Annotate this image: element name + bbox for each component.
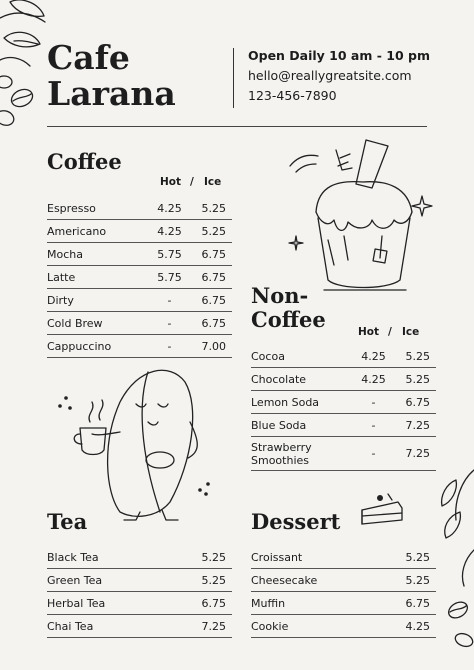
cafe-name bbox=[47, 40, 176, 112]
item-hot-price: 5.75 bbox=[157, 247, 182, 261]
non-coffee-title-line1: Non- bbox=[251, 283, 309, 308]
item-ice-price: 5.25 bbox=[201, 224, 226, 238]
item-name: Cappuccino bbox=[47, 339, 112, 353]
item-hot-price: 4.25 bbox=[361, 372, 386, 386]
menu-row bbox=[251, 368, 436, 391]
cake-slice-icon bbox=[358, 490, 408, 530]
item-hot-price: - bbox=[167, 316, 172, 330]
header-divider bbox=[233, 48, 234, 108]
item-ice-price: 5.25 bbox=[405, 349, 430, 363]
item-name: Mocha bbox=[47, 247, 83, 261]
item-hot-price: - bbox=[371, 418, 376, 432]
menu-row bbox=[47, 243, 232, 266]
menu-row bbox=[251, 391, 436, 414]
tea-title: Tea bbox=[47, 509, 88, 534]
item-price: 5.25 bbox=[405, 550, 430, 564]
non-coffee-ice-header: Ice bbox=[402, 326, 420, 338]
item-name-line2: Smoothies bbox=[251, 453, 309, 467]
coffee-hot-header: Hot bbox=[160, 176, 182, 188]
item-ice-price: 5.25 bbox=[405, 372, 430, 386]
menu-row bbox=[251, 414, 436, 437]
coffee-ice-header: Ice bbox=[204, 176, 222, 188]
item-name: Cheesecake bbox=[251, 573, 318, 587]
non-coffee-hot-header: Hot bbox=[358, 326, 380, 338]
item-hot-price: - bbox=[371, 447, 376, 460]
menu-row bbox=[47, 220, 232, 243]
item-name: Black Tea bbox=[47, 550, 99, 564]
item-name: Espresso bbox=[47, 201, 96, 215]
dessert-menu bbox=[251, 546, 436, 638]
non-coffee-menu bbox=[251, 345, 436, 471]
item-name: Cold Brew bbox=[47, 316, 103, 330]
item-name: Chocolate bbox=[251, 372, 307, 386]
menu-row bbox=[47, 615, 232, 638]
item-hot-price: - bbox=[167, 293, 172, 307]
item-name: Green Tea bbox=[47, 573, 103, 587]
item-hot-price: 5.75 bbox=[157, 270, 182, 284]
coffee-menu bbox=[47, 197, 232, 358]
tea-menu bbox=[47, 546, 232, 638]
menu-row bbox=[251, 345, 436, 368]
menu-row bbox=[251, 592, 436, 615]
coffee-beans-leaves-icon bbox=[434, 460, 474, 660]
non-coffee-title bbox=[251, 284, 326, 332]
phone-number[interactable]: 123-456-7890 bbox=[248, 88, 337, 103]
item-ice-price: 5.25 bbox=[201, 201, 226, 215]
item-ice-price: 6.75 bbox=[201, 247, 226, 261]
item-hot-price: 4.25 bbox=[361, 349, 386, 363]
menu-row bbox=[47, 546, 232, 569]
opening-hours: Open Daily 10 am - 10 pm bbox=[248, 48, 431, 63]
item-price: 5.25 bbox=[201, 550, 226, 564]
item-hot-price: - bbox=[167, 339, 172, 353]
item-name: Croissant bbox=[251, 550, 303, 564]
cafe-name-line1: Cafe bbox=[47, 38, 130, 77]
item-ice-price: 7.25 bbox=[405, 418, 430, 432]
item-price: 7.25 bbox=[201, 619, 226, 633]
item-price: 6.75 bbox=[405, 596, 430, 610]
item-ice-price: 7.25 bbox=[405, 447, 430, 460]
item-name: Muffin bbox=[251, 596, 286, 610]
menu-row bbox=[251, 437, 436, 471]
menu-row bbox=[47, 569, 232, 592]
menu-row bbox=[251, 546, 436, 569]
item-name: Blue Soda bbox=[251, 418, 307, 432]
menu-row bbox=[47, 289, 232, 312]
menu-row bbox=[47, 266, 232, 289]
header-rule bbox=[47, 126, 427, 127]
item-ice-price: 7.00 bbox=[201, 339, 226, 353]
item-hot-price: 4.25 bbox=[157, 224, 182, 238]
item-price: 4.25 bbox=[405, 619, 430, 633]
cafe-name-line2: Larana bbox=[47, 74, 176, 113]
item-name: Herbal Tea bbox=[47, 596, 106, 610]
item-ice-price: 6.75 bbox=[405, 395, 430, 409]
item-price: 6.75 bbox=[201, 596, 226, 610]
coffee-bean-character-icon bbox=[50, 362, 220, 522]
item-ice-price: 6.75 bbox=[201, 270, 226, 284]
menu-row bbox=[47, 197, 232, 220]
item-hot-price: - bbox=[371, 395, 376, 409]
item-ice-price: 6.75 bbox=[201, 316, 226, 330]
iced-drink-icon bbox=[278, 140, 448, 300]
non-coffee-title-line2: Coffee bbox=[251, 307, 326, 332]
coffee-sep: / bbox=[190, 176, 194, 188]
item-price: 5.25 bbox=[405, 573, 430, 587]
dessert-title: Dessert bbox=[251, 509, 341, 534]
item-name: Latte bbox=[47, 270, 76, 284]
item-name: Dirty bbox=[47, 293, 74, 307]
menu-row bbox=[47, 335, 232, 358]
item-name: Cookie bbox=[251, 619, 289, 633]
item-name: Americano bbox=[47, 224, 107, 238]
non-coffee-sep: / bbox=[388, 326, 392, 338]
menu-row bbox=[47, 312, 232, 335]
item-name: Cocoa bbox=[251, 349, 285, 363]
menu-row bbox=[47, 592, 232, 615]
item-name: Chai Tea bbox=[47, 619, 94, 633]
coffee-title: Coffee bbox=[47, 149, 122, 174]
item-price: 5.25 bbox=[201, 573, 226, 587]
email-link[interactable]: hello@reallygreatsite.com bbox=[248, 68, 412, 83]
item-hot-price: 4.25 bbox=[157, 201, 182, 215]
item-ice-price: 6.75 bbox=[201, 293, 226, 307]
menu-row bbox=[251, 569, 436, 592]
item-name-line1: Strawberry bbox=[251, 440, 312, 454]
item-name: Lemon Soda bbox=[251, 395, 320, 409]
menu-row bbox=[251, 615, 436, 638]
item-name bbox=[251, 441, 351, 467]
